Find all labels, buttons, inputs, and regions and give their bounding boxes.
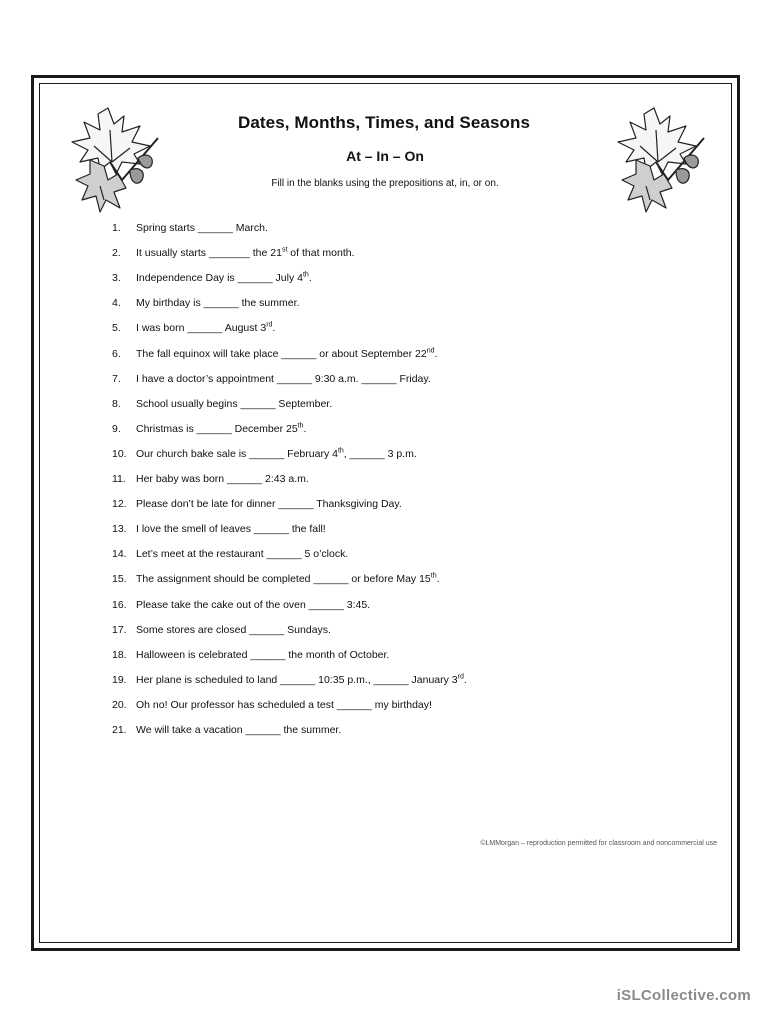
question-text-part: Halloween is celebrated ______ the month of October. [136, 648, 390, 661]
question-text [136, 322, 275, 334]
question-item [112, 722, 341, 738]
question-text [136, 699, 432, 711]
question-number: 1. [112, 222, 121, 234]
question-item [112, 521, 326, 537]
question-number: 3. [112, 272, 121, 285]
ordinal-suffix: rd [266, 321, 273, 329]
question-item [112, 371, 431, 387]
question-item [112, 571, 440, 587]
question-text-part: . [436, 573, 440, 586]
question-text-part: . [434, 347, 438, 360]
question-item [112, 396, 332, 412]
question-item [112, 622, 331, 638]
question-text-part: The fall equinox will take place ______ or about September 22 [136, 347, 427, 360]
question-text-part: I have a doctor’s appointment ______ 9:30 a.m. ______ Friday. [136, 372, 431, 385]
question-text-part: . [303, 422, 307, 435]
question-item [112, 672, 467, 688]
ordinal-suffix: st [281, 246, 288, 254]
question-text [136, 247, 355, 259]
question-item [112, 320, 275, 336]
question-number: 19. [112, 673, 127, 686]
question-text-part: of that month. [287, 247, 355, 260]
question-item [112, 346, 437, 362]
question-text-part: Spring starts ______ March. [136, 222, 268, 234]
question-number: 4. [112, 297, 121, 310]
question-number: 12. [112, 498, 127, 511]
question-number: 18. [112, 648, 127, 661]
question-text [136, 222, 268, 234]
question-text-part: Christmas is ______ December 25 [136, 422, 298, 435]
ordinal-suffix: rd [457, 673, 464, 681]
ordinal-suffix: th [337, 447, 344, 455]
site-watermark: iSLCollective.com [616, 987, 751, 1004]
question-text-part: It usually starts _______ the 21 [136, 247, 282, 260]
question-text [136, 297, 299, 309]
copyright-notice: ©LMMorgan – reproduction permitted for classroom and noncommercial use [480, 840, 717, 847]
question-text-part: Her baby was born ______ 2:43 a.m. [136, 473, 309, 485]
question-text [136, 473, 309, 485]
question-text-part: School usually begins ______ September. [136, 397, 333, 410]
question-text-part: Her plane is scheduled to land ______ 10:35 p.m., ______ January 3 [136, 673, 458, 686]
question-text [136, 649, 389, 661]
question-text-part: Please don’t be late for dinner ______ Thanksgiving Day. [136, 498, 402, 511]
question-number: 13. [112, 523, 127, 536]
question-text [136, 373, 431, 385]
question-text-part: The assignment should be completed ______ or before May 15 [136, 573, 431, 586]
worksheet-title: Dates, Months, Times, and Seasons [237, 113, 531, 132]
question-text-part: Independence Day is ______ July 4 [136, 272, 303, 285]
question-text [136, 498, 402, 510]
question-text-part: I love the smell of leaves ______ the fall! [136, 523, 326, 536]
question-number: 8. [112, 397, 121, 410]
question-number: 16. [112, 598, 127, 611]
question-number: 5. [112, 322, 121, 335]
question-text [136, 674, 467, 686]
question-text [136, 448, 417, 460]
question-number: 9. [112, 422, 121, 435]
question-item [112, 597, 370, 613]
question-number: 20. [112, 698, 127, 711]
question-item [112, 546, 348, 562]
question-item [112, 496, 402, 512]
question-text [136, 348, 437, 360]
question-text-part: We will take a vacation ______ the summer. [136, 724, 342, 736]
question-number: 2. [112, 247, 121, 260]
question-text [136, 398, 332, 410]
question-text [136, 599, 370, 611]
question-number: 14. [112, 548, 127, 561]
question-text [136, 272, 312, 284]
question-text-part: . [272, 322, 276, 335]
question-text [136, 624, 331, 636]
worksheet-instructions: Fill in the blanks using the prepositions at, in, or on. [271, 178, 499, 189]
question-item [112, 647, 389, 663]
question-number: 17. [112, 623, 127, 636]
question-number: 7. [112, 372, 121, 385]
question-text-part: Our church bake sale is ______ February 4 [136, 447, 338, 460]
question-text [136, 423, 306, 435]
question-item [112, 295, 299, 311]
question-item [112, 421, 306, 437]
question-text-part: , ______ 3 p.m. [343, 447, 417, 460]
question-item [112, 446, 417, 462]
question-number: 6. [112, 347, 121, 360]
question-number: 10. [112, 447, 127, 460]
ordinal-suffix: th [302, 271, 309, 279]
question-text-part: Some stores are closed ______ Sundays. [136, 623, 331, 636]
ordinal-suffix: th [430, 572, 437, 580]
question-text-part: I was born ______ August 3 [136, 322, 267, 335]
question-text-part: Oh no! Our professor has scheduled a test ______ my birthday! [136, 698, 432, 711]
question-text [136, 523, 326, 535]
question-text [136, 573, 440, 585]
question-text-part: Please take the cake out of the oven ______ 3:45. [136, 598, 371, 611]
question-text-part: . [308, 272, 312, 285]
question-text-part: Let’s meet at the restaurant ______ 5 o’clock. [136, 548, 349, 561]
question-item [112, 697, 432, 713]
ordinal-suffix: th [297, 422, 304, 430]
question-item [112, 471, 309, 487]
question-text-part: . [463, 673, 467, 686]
question-number: 21. [112, 724, 127, 736]
question-text-part: My birthday is ______ the summer. [136, 297, 300, 310]
question-item [112, 245, 355, 261]
worksheet-subtitle: At – In – On [346, 148, 424, 164]
question-text [136, 548, 348, 560]
question-text [136, 724, 341, 736]
ordinal-suffix: nd [426, 347, 435, 354]
question-number: 11. [112, 473, 126, 485]
question-item [112, 220, 268, 236]
question-number: 15. [112, 573, 127, 586]
question-item [112, 270, 312, 286]
